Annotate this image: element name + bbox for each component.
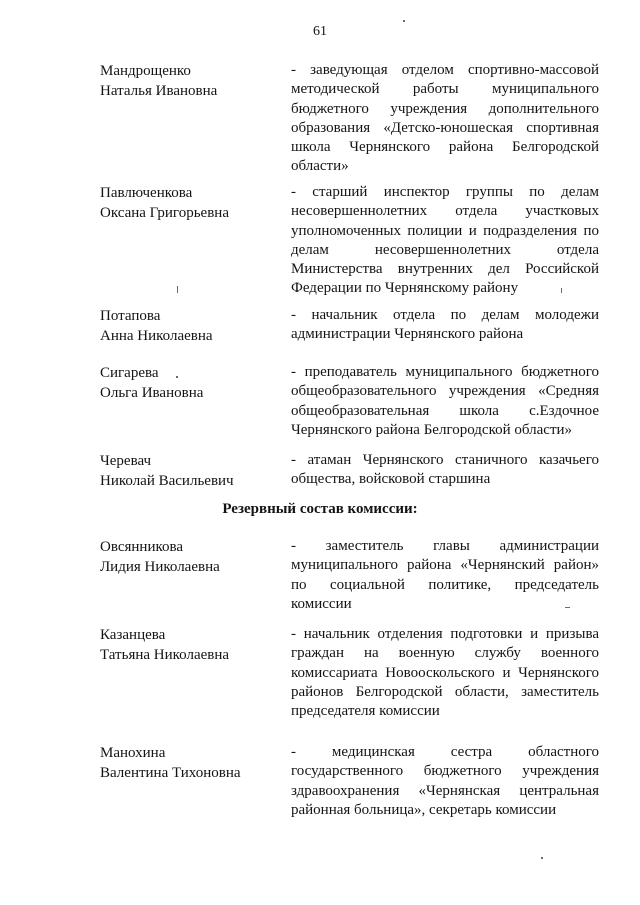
reserve-position: - медицинская сестра областного государственного бюджетного учреждения здравоохранения «Чернянская центральная районная больница», секретарь комиссии xyxy=(291,744,599,818)
member-given-names: Наталья Ивановна xyxy=(100,83,218,99)
reserve-name xyxy=(100,537,280,577)
reserve-surname: Овсянникова xyxy=(100,539,184,555)
member-given-names: Николай Васильевич xyxy=(100,473,234,489)
member-surname: Черевач xyxy=(100,453,152,469)
reserve-position: - заместитель главы администрации муниципального района «Чернянский район» по социальной политике, председатель комиссии xyxy=(291,538,599,612)
reserve-position: - начальник отделения подготовки и призыва граждан на военную службу военного комиссариата Новооскольского и Чернянского районов Белгородской области, заместитель председателя комиссии xyxy=(291,626,599,720)
reserve-name xyxy=(100,625,280,665)
reserve-surname: Казанцева xyxy=(100,627,166,643)
scan-speck xyxy=(561,288,562,293)
scan-speck xyxy=(565,607,570,608)
member-position: - заведующая отделом спортивно-массовой методической работы муниципального бюджетного учреждения дополнительного образования «Детско-юношеская спортивная школа Чернянского района Белгородской области» xyxy=(291,62,599,175)
reserve-name xyxy=(100,743,280,783)
member-given-names: Ольга Ивановна xyxy=(100,385,204,401)
reserve-given-names: Валентина Тихоновна xyxy=(100,765,241,781)
member-surname: Потапова xyxy=(100,308,161,324)
member-given-names: Анна Николаевна xyxy=(100,328,213,344)
member-position: - начальник отдела по делам молодежи администрации Чернянского района xyxy=(291,307,599,343)
scan-speck xyxy=(176,376,178,378)
member-position: - атаман Чернянского станичного казачьего общества, войсковой старшина xyxy=(291,452,599,488)
reserve-given-names: Татьяна Николаевна xyxy=(100,647,230,663)
member-name xyxy=(100,451,280,491)
member-position: - старший инспектор группы по делам несовершеннолетних отдела участковых уполномоченных полиции и подразделения по делам несовершеннолетних отдела Министерства внутренних дел Российской Федерации по Чернянскому району xyxy=(291,184,599,297)
reserve-section-title: Резервный состав комиссии: xyxy=(222,501,418,517)
member-name xyxy=(100,61,280,101)
scan-speck xyxy=(177,286,178,293)
scan-speck xyxy=(541,857,543,859)
member-name xyxy=(100,306,280,346)
reserve-given-names: Лидия Николаевна xyxy=(100,559,220,575)
page-number: 61 xyxy=(313,24,327,39)
member-surname: Сигарева xyxy=(100,365,159,381)
member-position: - преподаватель муниципального бюджетного общеобразовательного учреждения «Средняя общеобразовательная школа с.Ездочное Чернянского района Белгородской области» xyxy=(291,364,599,438)
scan-speck xyxy=(403,20,405,22)
member-surname: Павлюченкова xyxy=(100,185,193,201)
member-given-names: Оксана Григорьевна xyxy=(100,205,229,221)
member-name xyxy=(100,363,280,403)
reserve-surname: Манохина xyxy=(100,745,166,761)
member-surname: Мандрощенко xyxy=(100,63,191,79)
member-name xyxy=(100,183,280,223)
